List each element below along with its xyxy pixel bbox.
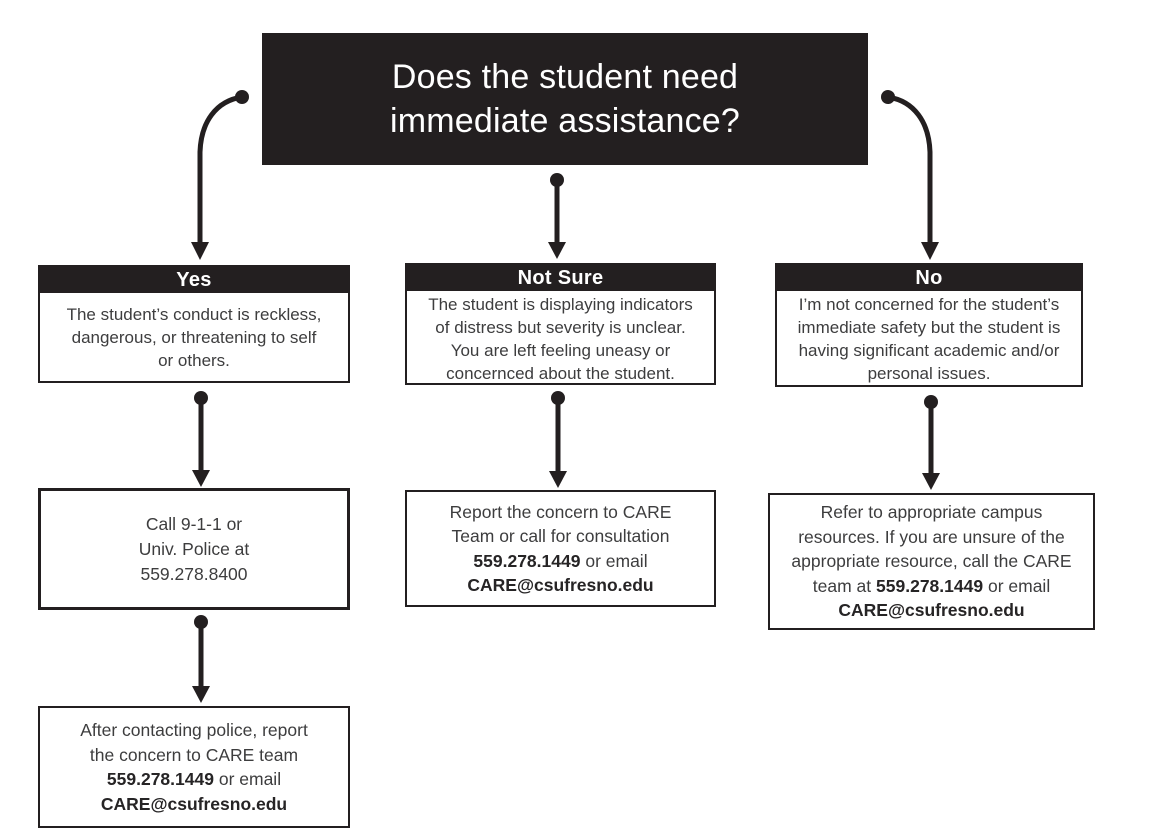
action-line: Report the concern to CARE [449, 501, 672, 522]
description-line: of distress but severity is unclear. [435, 318, 686, 337]
action-line: appropriate resource, call the CARE [791, 551, 1072, 572]
branch-no-description [777, 291, 1081, 387]
action-line: Call 9-1-1 or [145, 513, 243, 534]
description-line: having significant academic and/or [798, 341, 1060, 360]
arrow-title-to-no [881, 90, 939, 260]
action-yes-followup-report-care [38, 706, 350, 828]
title-box [262, 33, 868, 165]
action-line: the concern to CARE team [89, 744, 299, 765]
branch-yes-label: Yes [40, 267, 348, 293]
description-line: The student’s conduct is reckless, [66, 304, 322, 324]
action-not-sure-report-care [405, 490, 716, 607]
care-email: CARE@csufresno.edu [100, 793, 288, 814]
branch-no [775, 263, 1083, 387]
care-phone: 559.278.1449 [876, 575, 984, 596]
care-phone: 559.278.1449 [106, 769, 214, 789]
branch-yes [38, 265, 350, 383]
arrow-no-to-action [922, 395, 940, 490]
action-yes-call-police [38, 488, 350, 610]
care-email: CARE@csufresno.edu [838, 600, 1025, 621]
description-line: You are left feeling uneasy or [450, 341, 671, 360]
branch-no-label: No [777, 265, 1081, 291]
branch-not-sure [405, 263, 716, 385]
description-line: immediate safety but the student is [797, 318, 1061, 337]
action-line: resources. If you are unsure of the [798, 526, 1065, 547]
description-line: or others. [158, 350, 230, 370]
branch-not-sure-description [407, 291, 714, 387]
description-line: concernced about the student. [446, 364, 675, 383]
description-line: personal issues. [867, 364, 991, 383]
action-line: After contacting police, report [80, 720, 308, 740]
description-line: The student is displaying indicators [428, 295, 693, 314]
or-email-text: or email [218, 769, 282, 789]
action-line [473, 549, 647, 574]
or-email-text: or email [585, 550, 648, 571]
action-line: Refer to appropriate campus [820, 502, 1043, 523]
arrow-title-to-not-sure [548, 173, 566, 259]
action-no-refer-resources [768, 493, 1095, 630]
care-email: CARE@csufresno.edu [467, 575, 654, 595]
branch-yes-description [40, 293, 348, 381]
action-line: 559.278.8400 [140, 563, 248, 584]
arrow-action-to-followup [192, 615, 210, 703]
action-line [107, 767, 281, 792]
arrow-title-to-yes [191, 90, 249, 260]
action-line: Univ. Police at [138, 538, 250, 559]
branch-not-sure-label: Not Sure [407, 265, 714, 291]
or-email-text: or email [987, 575, 1051, 596]
arrow-yes-to-action [192, 391, 210, 487]
description-line: I’m not concerned for the student’s [798, 295, 1060, 314]
title-line: Does the student need [391, 58, 739, 96]
title-line: immediate assistance? [389, 102, 741, 140]
arrow-not-sure-to-action [549, 391, 567, 488]
action-line [813, 574, 1050, 599]
care-phone: 559.278.1449 [473, 550, 581, 571]
action-line: Team or call for consultation [451, 526, 670, 546]
team-at-text: team at [812, 575, 872, 596]
description-line: dangerous, or threatening to self [71, 327, 317, 347]
